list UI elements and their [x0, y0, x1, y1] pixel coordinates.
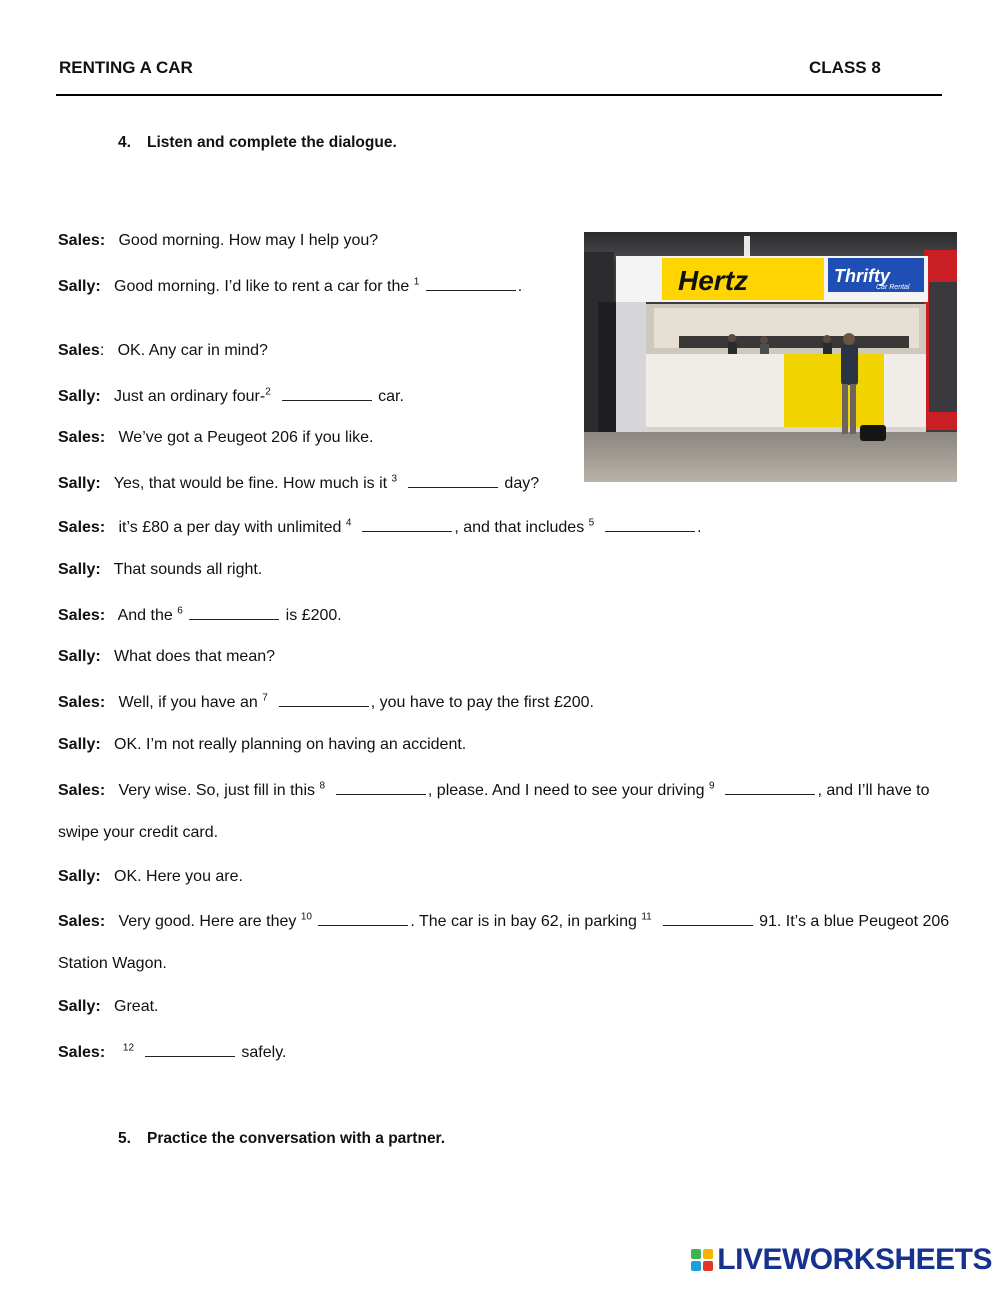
line-text: OK. Here you are.	[114, 868, 243, 885]
line-text: .	[697, 519, 702, 536]
line-text: Very wise. So, just fill in this	[118, 782, 315, 799]
blank-11[interactable]	[663, 911, 753, 926]
dialogue-line-15	[58, 911, 949, 931]
gap-number: 7	[262, 692, 268, 704]
dialogue-line-4	[58, 386, 404, 406]
line-text: That sounds all right.	[113, 561, 263, 578]
dialogue-line-13-cont: swipe your credit card.	[58, 824, 219, 841]
hertz-sign: Hertz	[678, 265, 749, 296]
speaker: Sales	[58, 342, 100, 359]
gap-number: 9	[708, 780, 715, 792]
dialogue-line-3	[58, 342, 268, 360]
task-number: 5.	[118, 1130, 131, 1147]
rental-counter-illustration	[584, 232, 957, 482]
line-text: safely.	[241, 1044, 287, 1061]
speaker: Sally:	[58, 388, 101, 405]
gap-number: 11	[641, 911, 652, 923]
gap-number: 12	[122, 1042, 135, 1054]
speaker: Sally:	[58, 868, 101, 885]
blank-6[interactable]	[189, 605, 279, 620]
gap-number: 2	[265, 386, 271, 398]
blank-1[interactable]	[426, 276, 516, 291]
dialogue-line-9	[58, 605, 342, 625]
speaker: Sally:	[58, 648, 101, 665]
line-text: , and that includes	[454, 519, 585, 536]
speaker: Sally:	[58, 561, 101, 578]
dialogue-line-14	[58, 868, 243, 886]
line-text: , and I’ll have to	[817, 782, 930, 799]
blank-12[interactable]	[145, 1042, 235, 1057]
line-text: Well, if you have an	[118, 694, 258, 711]
speaker: Sally:	[58, 278, 101, 295]
class-label: CLASS 8	[809, 58, 881, 77]
gap-number: 6	[177, 605, 183, 617]
speaker: Sally:	[58, 736, 101, 753]
speaker: Sally:	[58, 998, 101, 1015]
liveworksheets-logo	[691, 1243, 992, 1277]
line-text: What does that mean?	[114, 648, 276, 665]
gap-number: 3	[391, 473, 398, 485]
line-text: .	[517, 278, 523, 295]
line-text: Good morning. I’d like to rent a car for the	[114, 278, 410, 295]
separator: :	[99, 342, 105, 359]
speaker: Sales:	[58, 429, 106, 446]
line-text: is £200.	[285, 607, 342, 624]
line-text: Very good. Here are they	[118, 913, 297, 930]
speaker: Sales:	[58, 782, 106, 799]
task-text: Listen and complete the dialogue.	[147, 134, 397, 151]
line-text: , you have to pay the first £200.	[370, 694, 594, 711]
line-text: OK. Any car in mind?	[117, 342, 268, 359]
blank-5[interactable]	[605, 517, 695, 532]
blank-8[interactable]	[336, 780, 426, 795]
gap-number: 10	[300, 911, 312, 923]
gap-number: 8	[319, 780, 326, 792]
line-text: it’s £80 a per day with unlimited	[118, 519, 342, 536]
line-text: Yes, that would be fine. How much is it	[113, 475, 388, 492]
thrifty-sign: Thrifty	[834, 266, 890, 286]
speaker: Sales:	[58, 913, 106, 930]
line-text: car.	[378, 388, 404, 405]
line-text: . The car is in bay 62, in parking	[410, 913, 637, 930]
dialogue-line-11	[58, 692, 594, 712]
speaker: Sales:	[58, 519, 106, 536]
logo-cubes-icon	[691, 1249, 713, 1271]
line-text: , please. And I need to see your driving	[427, 782, 705, 799]
line-text: We’ve got a Peugeot 206 if you like.	[118, 429, 374, 446]
line-text: And the	[117, 607, 173, 624]
gap-number: 1	[413, 276, 420, 288]
dialogue-line-8	[58, 561, 262, 579]
line-text: day?	[504, 475, 540, 492]
speaker: Sally:	[58, 475, 101, 492]
header-divider	[56, 94, 942, 96]
dialogue-line-12	[58, 736, 466, 754]
dialogue-line-15-cont: Station Wagon.	[58, 955, 167, 972]
speaker: Sales:	[58, 1044, 106, 1061]
dialogue-line-2	[58, 276, 522, 296]
dialogue-line-13	[58, 780, 930, 800]
dialogue-line-7	[58, 517, 702, 537]
blank-3[interactable]	[408, 473, 498, 488]
dialogue-line-5	[58, 429, 373, 447]
dialogue-line-1	[58, 232, 378, 250]
task-text: Practice the conversation with a partner.	[147, 1130, 446, 1147]
rental-counter-photo	[584, 232, 957, 482]
blank-2[interactable]	[282, 386, 372, 401]
dialogue-line-16	[58, 998, 159, 1016]
blank-10[interactable]	[318, 911, 408, 926]
line-text: Great.	[114, 998, 159, 1015]
line-text: Just an ordinary four-	[114, 388, 266, 405]
dialogue-line-17	[58, 1042, 286, 1062]
speaker: Sales:	[58, 607, 106, 624]
blank-7[interactable]	[279, 692, 369, 707]
line-text: Good morning. How may I help you?	[118, 232, 379, 249]
line-text: OK. I’m not really planning on having an accident.	[114, 736, 467, 753]
dialogue-line-6	[58, 473, 539, 493]
task-number: 4.	[118, 134, 131, 151]
dialogue-line-10	[58, 648, 275, 666]
line-text: 91. It’s a blue Peugeot 206	[759, 913, 950, 930]
speaker: Sales:	[58, 232, 106, 249]
blank-4[interactable]	[362, 517, 452, 532]
task-4-instruction	[118, 134, 397, 152]
thrifty-sign-sub: Car Rental	[876, 284, 910, 291]
task-5-instruction	[118, 1130, 445, 1148]
brand-name: LIVEWORKSHEETS	[717, 1243, 992, 1276]
speaker: Sales:	[58, 694, 106, 711]
gap-number: 4	[345, 517, 352, 529]
gap-number: 5	[588, 517, 595, 529]
blank-9[interactable]	[725, 780, 815, 795]
worksheet-title: RENTING A CAR	[59, 58, 193, 77]
